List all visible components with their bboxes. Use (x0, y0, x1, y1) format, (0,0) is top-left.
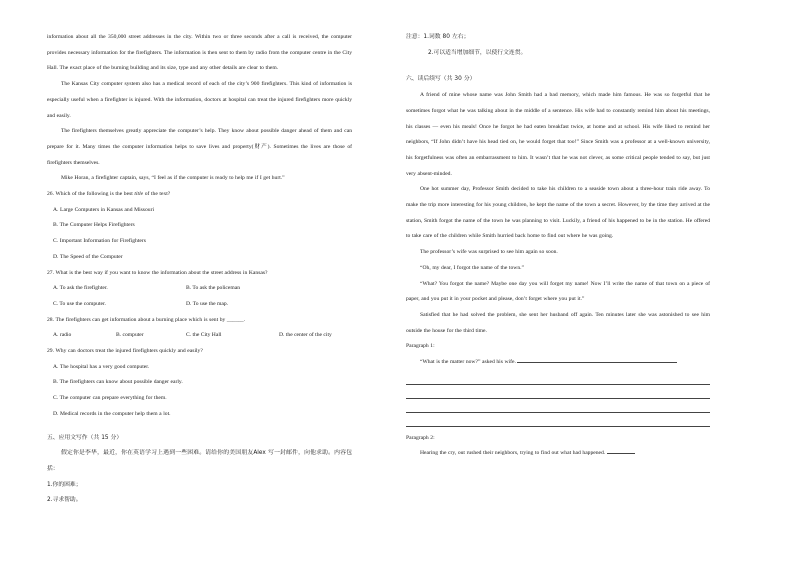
paragraph-1-start (406, 355, 710, 371)
question-28-options-row (47, 328, 352, 344)
paragraph-2-label: Paragraph 2: (406, 434, 435, 441)
passage-paragraph: information about all the 350,000 street addresses in the city. Within two or three seconds after a call is received, the computer provides necessary information for the firefighters. The information is then sent to them by radio from the computer centre in the City Hall. The exact place of the burning building and its size, type and any other details are clear to them. (47, 34, 352, 72)
question-29-option-a[interactable]: A. The hospital has a very good computer. (53, 363, 150, 370)
question-26-stem-emphasis: title (134, 191, 144, 198)
question-26-stem (47, 187, 352, 203)
question-29-stem: 29. Why can doctors treat the injured firefighters quickly and easily? (47, 348, 203, 355)
answer-line[interactable] (406, 384, 710, 385)
note-2: 2.可以适当增加细节，以使行文连贯。 (428, 49, 527, 56)
answer-blank[interactable] (607, 447, 635, 454)
question-26-stem-post: of the text? (143, 191, 171, 198)
right-column (406, 30, 710, 462)
question-26-option-a[interactable]: A. Large Computers in Kansas and Missouri (53, 206, 154, 213)
paragraph-2-start-text: Hearing the cry, out rushed their neighbors, trying to find out what had happened. (420, 450, 606, 457)
question-26-option-d[interactable]: D. The Speed of the Computer (53, 253, 123, 260)
question-26-option-c[interactable]: C. Important Information for Firefighters (53, 238, 146, 245)
passage-paragraph: The firefighters themselves greatly appreciate the computer’s help. They know about possible danger ahead of them and can prepare for it. Many times the computer information helps to save lives and property(财产). Sometimes the lives are those of firefighters themselves. (47, 128, 352, 166)
question-26-stem-pre: 26. Which of the following is the best (47, 191, 135, 198)
answer-line[interactable] (406, 426, 710, 427)
story-paragraph: Satisfied that he had solved the problem, she sent her husband off again. Ten minutes later she was astonished to see him outside the house for the third time. (406, 311, 710, 334)
question-27-options-row-1 (47, 281, 352, 297)
question-29-option-b[interactable]: B. The firefighters can know about possible danger early. (53, 379, 183, 386)
paragraph-1-label: Paragraph 1: (406, 343, 435, 350)
passage-paragraph: The Kansas City computer system also has a medical record of each of the city’s 900 firefighters. This kind of information is especially useful when a firefighter is injured. With the information, doctors at hospital can treat the injured firefighters more quickly and easily. (47, 81, 352, 119)
answer-line[interactable] (406, 412, 710, 413)
section-5-item-2: 2.寻求帮助。 (47, 497, 82, 504)
question-27-option-c[interactable]: C. To use the computer. (53, 300, 106, 307)
left-column (47, 30, 352, 509)
story-paragraph: “Oh, my dear, I forgot the name of the town.” (420, 264, 524, 271)
question-27-stem: 27. What is the best way if you want to know the information about the street address in Kansas? (47, 269, 268, 276)
story-paragraph: “What? You forgot the name? Maybe one day you will forget my name! Now I’ll write the name of that town on a piece of paper, and you put it in your pocket and please, don’t forget where you put it.” (406, 280, 710, 303)
question-29-option-d[interactable]: D. Medical records in the computer help them a lot. (53, 410, 171, 417)
section-6-title: 六、读后续写（共 30 分） (406, 76, 476, 83)
question-27-option-b[interactable]: B. To ask the policeman (186, 285, 241, 292)
question-27-option-a[interactable]: A. To ask the firefighter. (53, 285, 108, 292)
story-paragraph: The professor’s wife was surprised to see him again so soon. (420, 249, 558, 256)
section-5-item-1: 1.你的困难； (47, 481, 82, 488)
paragraph-1-start-text: “What is the matter now?” asked his wife. (420, 359, 516, 366)
question-29-option-c[interactable]: C. The computer can prepare everything for them. (53, 395, 167, 402)
story-paragraph: One hot summer day, Professor Smith decided to take his children to a seaside town about a three-hour train ride away. To make the trip more interesting for his young children, he kept the name of the town a secret. However, by the time they arrived at the station, Smith forgot the name of the town he was planning to visit. Luckily, a friend of his happened to be in the station. He offered to take care of the children while Smith hurried back home to find out where he was going. (406, 186, 710, 240)
question-27-option-d[interactable]: D. To use the map. (186, 300, 229, 307)
section-5-title: 五、应用文写作（共 15 分） (47, 434, 123, 441)
question-28-option-d[interactable]: D. the center of the city (279, 332, 332, 339)
story-paragraph: A friend of mine whose name was John Smith had a bad memory, which made him famous. He was so forgetful that he sometimes forgot what he was talking about in the middle of a sentence. His wife had to constantly remind him about his meetings, his classes — even his meals! Once he forgot he had eaten breakfast twice, at home and at school. His wife liked to remind her neighbors, “If John didn’t have his head tied on, he would forget that too!” Since Smith was a professor at a well-known university, his forgetfulness was often an embarrassment to him. It wasn’t that he was not clever, as some critical people tended to say, but just very absent-minded. (406, 92, 710, 177)
note-1: 注意：1.词数 80 左右； (406, 34, 470, 40)
question-28-option-c[interactable]: C. the City Hall (186, 332, 222, 339)
paragraph-2-start (406, 446, 710, 462)
question-28-stem: 28. The firefighters can get information about a burning place which is sent by ______. (47, 316, 246, 323)
question-26-option-b[interactable]: B. The Computer Helps Firefighters (53, 222, 135, 229)
question-28-option-b[interactable]: B. computer (116, 332, 144, 339)
answer-blank[interactable] (517, 356, 677, 363)
section-5-prompt: 假定你是李华，最近，你在英语学习上遇到一些困难。请给你的美国朋友Alex 写一封邮件，向他求助。内容包括： (47, 450, 352, 472)
question-27-options-row-2 (47, 297, 352, 313)
passage-paragraph: Mike Horan, a firefighter captain, says, “I feel as if the computer is ready to help me if I get hurt.” (61, 175, 285, 182)
answer-line[interactable] (406, 398, 710, 399)
question-28-option-a[interactable]: A. radio (53, 332, 72, 339)
